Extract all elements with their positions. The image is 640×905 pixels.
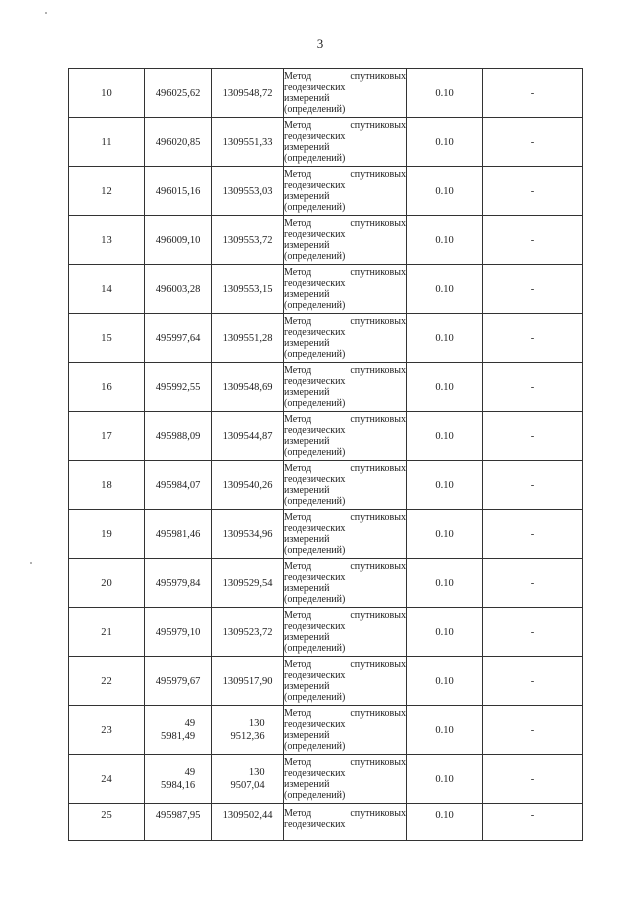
point-number-cell: 16 — [69, 363, 145, 412]
method-first-line — [284, 708, 406, 719]
method-cell — [284, 69, 407, 118]
method-cell — [284, 461, 407, 510]
method-cell — [284, 657, 407, 706]
note-cell: - — [483, 608, 583, 657]
method-word: спутниковых — [350, 808, 406, 819]
method-word: измерений — [284, 387, 330, 398]
accuracy-cell: 0.10 — [407, 608, 483, 657]
table-row — [69, 657, 583, 706]
method-word: Метод — [284, 610, 312, 621]
coordinate-y-wrapped — [230, 766, 264, 792]
method-word: спутниковых — [350, 414, 406, 425]
coordinate-y-cell: 1309553,15 — [212, 265, 284, 314]
coordinate-y-part: 9512,36 — [230, 731, 265, 742]
point-number-cell: 25 — [69, 804, 145, 841]
coordinate-y-cell: 1309553,72 — [212, 216, 284, 265]
method-word: Метод — [284, 267, 312, 278]
method-word: (определений) — [284, 545, 346, 556]
method-word: измерений — [284, 681, 330, 692]
method-word: спутниковых — [350, 708, 406, 719]
method-cell — [284, 804, 407, 841]
page-number: 3 — [316, 36, 324, 51]
method-word: спутниковых — [350, 659, 406, 670]
accuracy-cell: 0.10 — [407, 804, 483, 841]
accuracy-cell: 0.10 — [407, 314, 483, 363]
coordinate-x-wrapped — [161, 717, 195, 743]
coordinate-x-cell: 495981,46 — [145, 510, 212, 559]
method-word: спутниковых — [350, 463, 406, 474]
method-word: (определений) — [284, 153, 346, 164]
method-cell — [284, 314, 407, 363]
coordinate-x-cell: 496020,85 — [145, 118, 212, 167]
table-row — [69, 706, 583, 755]
note-cell: - — [483, 216, 583, 265]
table-row — [69, 804, 583, 841]
method-word: геодезических — [284, 229, 346, 240]
method-word: измерений — [284, 191, 330, 202]
method-word: (определений) — [284, 300, 346, 311]
method-word: измерений — [284, 779, 330, 790]
accuracy-cell: 0.10 — [407, 412, 483, 461]
method-word: спутниковых — [350, 561, 406, 572]
method-first-line — [284, 610, 406, 621]
coordinate-y-cell: 1309540,26 — [212, 461, 284, 510]
accuracy-cell: 0.10 — [407, 167, 483, 216]
point-number-cell: 12 — [69, 167, 145, 216]
table-row — [69, 755, 583, 804]
method-first-line — [284, 218, 406, 229]
method-word: геодезических — [284, 621, 346, 632]
method-cell — [284, 755, 407, 804]
method-word: спутниковых — [350, 71, 406, 82]
method-word: измерений — [284, 583, 330, 594]
method-word: Метод — [284, 120, 312, 131]
method-word: геодезических — [284, 376, 346, 387]
method-cell — [284, 167, 407, 216]
accuracy-cell: 0.10 — [407, 706, 483, 755]
note-cell: - — [483, 363, 583, 412]
note-cell: - — [483, 167, 583, 216]
coordinate-y-cell: 1309553,03 — [212, 167, 284, 216]
method-first-line — [284, 659, 406, 670]
method-word: спутниковых — [350, 365, 406, 376]
coordinate-y-cell: 1309551,33 — [212, 118, 284, 167]
method-first-line — [284, 561, 406, 572]
method-cell — [284, 608, 407, 657]
method-word: (определений) — [284, 447, 346, 458]
method-word: Метод — [284, 218, 312, 229]
method-cell — [284, 118, 407, 167]
method-word: измерений — [284, 534, 330, 545]
note-cell: - — [483, 314, 583, 363]
method-word: измерений — [284, 730, 330, 741]
point-number-cell: 13 — [69, 216, 145, 265]
method-word: (определений) — [284, 202, 346, 213]
method-word: Метод — [284, 561, 312, 572]
method-word: геодезических — [284, 768, 346, 779]
note-cell: - — [483, 510, 583, 559]
table-row — [69, 363, 583, 412]
method-word: Метод — [284, 71, 312, 82]
note-cell: - — [483, 412, 583, 461]
coordinate-x-part: 49 — [184, 767, 196, 778]
point-number-cell: 21 — [69, 608, 145, 657]
accuracy-cell: 0.10 — [407, 118, 483, 167]
table-row — [69, 167, 583, 216]
coordinate-y-cell — [212, 755, 284, 804]
note-cell: - — [483, 69, 583, 118]
method-word: геодезических — [284, 670, 346, 681]
method-cell — [284, 412, 407, 461]
coordinate-x-cell: 495984,07 — [145, 461, 212, 510]
method-first-line — [284, 120, 406, 131]
coordinate-x-wrapped — [161, 766, 195, 792]
method-word: (определений) — [284, 349, 346, 360]
method-first-line — [284, 757, 406, 768]
method-word: спутниковых — [350, 512, 406, 523]
table-row — [69, 216, 583, 265]
coordinate-y-cell: 1309548,72 — [212, 69, 284, 118]
accuracy-cell: 0.10 — [407, 265, 483, 314]
point-number-cell: 14 — [69, 265, 145, 314]
accuracy-cell: 0.10 — [407, 755, 483, 804]
method-word: геодезических — [284, 180, 346, 191]
coordinate-y-cell: 1309529,54 — [212, 559, 284, 608]
scan-speck — [45, 12, 47, 14]
table-row — [69, 69, 583, 118]
coordinate-x-cell: 496015,16 — [145, 167, 212, 216]
method-word: измерений — [284, 142, 330, 153]
method-word: (определений) — [284, 398, 346, 409]
coordinate-y-cell — [212, 706, 284, 755]
coordinate-x-part: 5981,49 — [160, 731, 196, 742]
accuracy-cell: 0.10 — [407, 461, 483, 510]
coordinate-x-part: 5984,16 — [160, 780, 196, 791]
method-cell — [284, 363, 407, 412]
method-word: Метод — [284, 365, 312, 376]
point-number-cell: 11 — [69, 118, 145, 167]
method-word: Метод — [284, 808, 312, 819]
method-word: геодезических — [284, 131, 346, 142]
point-number-cell: 23 — [69, 706, 145, 755]
table-row — [69, 461, 583, 510]
coordinate-x-part: 49 — [184, 718, 196, 729]
coordinate-y-cell: 1309548,69 — [212, 363, 284, 412]
method-word: спутниковых — [350, 757, 406, 768]
method-word: измерений — [284, 485, 330, 496]
method-word: Метод — [284, 512, 312, 523]
method-word: Метод — [284, 316, 312, 327]
coordinate-y-part: 130 — [248, 767, 265, 778]
method-word: спутниковых — [350, 218, 406, 229]
coordinates-table-body — [69, 69, 583, 841]
method-word: геодезических — [284, 719, 346, 730]
method-word: геодезических — [284, 819, 346, 830]
method-first-line — [284, 808, 406, 819]
point-number-cell: 10 — [69, 69, 145, 118]
accuracy-cell: 0.10 — [407, 510, 483, 559]
point-number-cell: 18 — [69, 461, 145, 510]
coordinate-x-cell: 495992,55 — [145, 363, 212, 412]
accuracy-cell: 0.10 — [407, 363, 483, 412]
method-first-line — [284, 512, 406, 523]
note-cell: - — [483, 706, 583, 755]
coordinate-y-part: 9507,04 — [230, 780, 265, 791]
method-word: измерений — [284, 240, 330, 251]
table-row — [69, 510, 583, 559]
method-first-line — [284, 414, 406, 425]
method-word: геодезических — [284, 278, 346, 289]
method-cell — [284, 559, 407, 608]
coordinate-x-cell: 495987,95 — [145, 804, 212, 841]
method-word: геодезических — [284, 425, 346, 436]
accuracy-cell: 0.10 — [407, 559, 483, 608]
method-word: (определений) — [284, 741, 346, 752]
method-first-line — [284, 71, 406, 82]
method-word: Метод — [284, 463, 312, 474]
coordinate-y-cell: 1309517,90 — [212, 657, 284, 706]
method-cell — [284, 706, 407, 755]
method-word: спутниковых — [350, 267, 406, 278]
coordinate-y-cell: 1309523,72 — [212, 608, 284, 657]
method-word: Метод — [284, 757, 312, 768]
method-word: измерений — [284, 93, 330, 104]
coordinate-x-cell: 495979,10 — [145, 608, 212, 657]
table-row — [69, 412, 583, 461]
method-word: геодезических — [284, 82, 346, 93]
method-word: геодезических — [284, 572, 346, 583]
method-word: (определений) — [284, 251, 346, 262]
point-number-cell: 22 — [69, 657, 145, 706]
method-first-line — [284, 316, 406, 327]
coordinate-x-cell: 496009,10 — [145, 216, 212, 265]
table-row — [69, 559, 583, 608]
coordinate-x-cell: 495979,67 — [145, 657, 212, 706]
method-word: (определений) — [284, 643, 346, 654]
method-word: геодезических — [284, 523, 346, 534]
method-word: Метод — [284, 708, 312, 719]
method-word: Метод — [284, 414, 312, 425]
coordinate-y-part: 130 — [248, 718, 265, 729]
point-number-cell: 19 — [69, 510, 145, 559]
method-word: (определений) — [284, 790, 346, 801]
accuracy-cell: 0.10 — [407, 216, 483, 265]
coordinate-y-cell: 1309551,28 — [212, 314, 284, 363]
method-word: геодезических — [284, 327, 346, 338]
method-first-line — [284, 365, 406, 376]
accuracy-cell: 0.10 — [407, 657, 483, 706]
table-row — [69, 265, 583, 314]
coordinate-y-wrapped — [230, 717, 264, 743]
method-word: спутниковых — [350, 610, 406, 621]
table-row — [69, 314, 583, 363]
coordinate-y-cell: 1309502,44 — [212, 804, 284, 841]
coordinate-x-cell: 495997,64 — [145, 314, 212, 363]
accuracy-cell: 0.10 — [407, 69, 483, 118]
coordinate-x-cell — [145, 755, 212, 804]
method-first-line — [284, 267, 406, 278]
coordinate-x-cell: 495988,09 — [145, 412, 212, 461]
note-cell: - — [483, 657, 583, 706]
note-cell: - — [483, 461, 583, 510]
method-word: измерений — [284, 632, 330, 643]
table-row — [69, 608, 583, 657]
point-number-cell: 17 — [69, 412, 145, 461]
coordinate-x-cell — [145, 706, 212, 755]
coordinate-y-cell: 1309544,87 — [212, 412, 284, 461]
method-word: измерений — [284, 338, 330, 349]
point-number-cell: 20 — [69, 559, 145, 608]
coordinates-table — [68, 68, 583, 841]
scan-speck — [30, 562, 32, 564]
point-number-cell: 24 — [69, 755, 145, 804]
method-first-line — [284, 169, 406, 180]
table-row — [69, 118, 583, 167]
coordinate-x-cell: 496025,62 — [145, 69, 212, 118]
note-cell: - — [483, 755, 583, 804]
method-word: спутниковых — [350, 316, 406, 327]
point-number-cell: 15 — [69, 314, 145, 363]
method-word: измерений — [284, 436, 330, 447]
coordinate-x-cell: 496003,28 — [145, 265, 212, 314]
method-word: измерений — [284, 289, 330, 300]
method-word: (определений) — [284, 104, 346, 115]
note-cell: - — [483, 265, 583, 314]
note-cell: - — [483, 118, 583, 167]
note-cell: - — [483, 804, 583, 841]
method-cell — [284, 265, 407, 314]
method-word: (определений) — [284, 692, 346, 703]
method-word: Метод — [284, 169, 312, 180]
coordinate-y-cell: 1309534,96 — [212, 510, 284, 559]
method-word: спутниковых — [350, 169, 406, 180]
method-word: спутниковых — [350, 120, 406, 131]
method-cell — [284, 216, 407, 265]
note-cell: - — [483, 559, 583, 608]
method-cell — [284, 510, 407, 559]
coordinate-x-cell: 495979,84 — [145, 559, 212, 608]
method-word: (определений) — [284, 594, 346, 605]
method-word: Метод — [284, 659, 312, 670]
method-first-line — [284, 463, 406, 474]
method-word: геодезических — [284, 474, 346, 485]
method-word: (определений) — [284, 496, 346, 507]
